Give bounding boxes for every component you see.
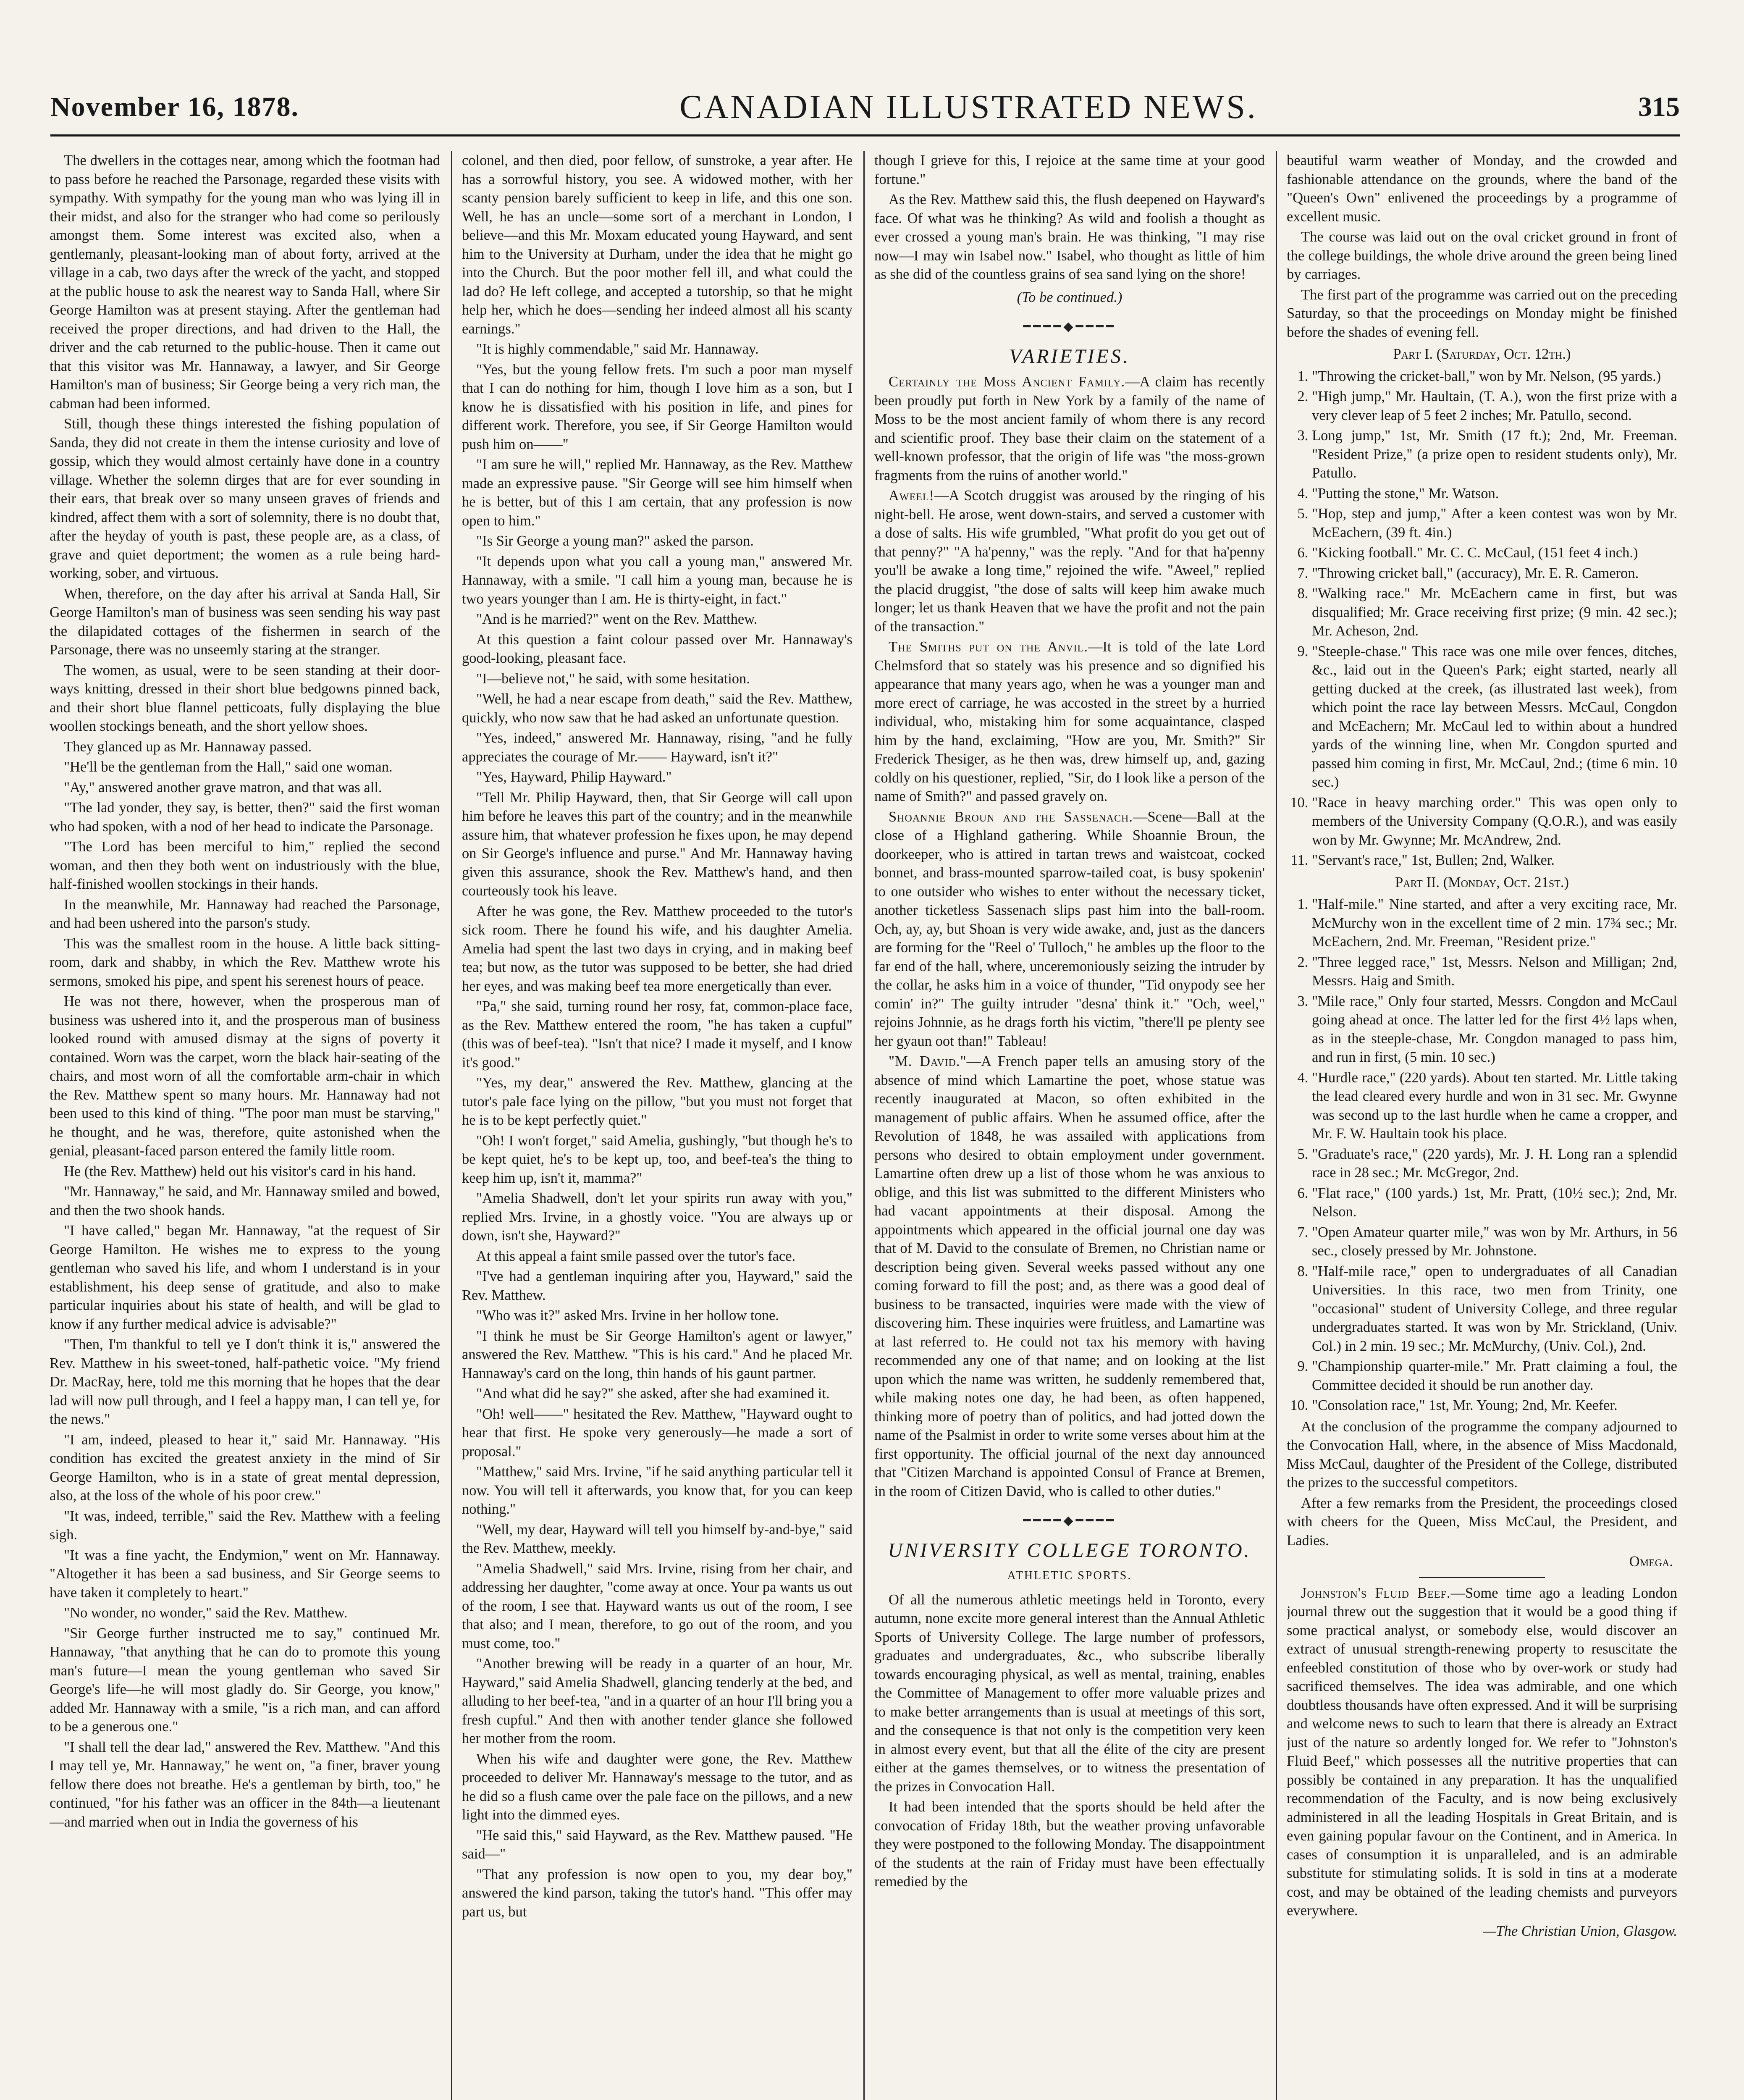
event-item: 3. Long jump," 1st, Mr. Smith (17 ft.); 2nd, Mr. Freeman. "Resident Prize," (a prize open to resident students only), Mr. Patullo. — [1312, 426, 1677, 483]
signature: Omega. — [1629, 1554, 1673, 1570]
paragraph: "Yes, but the young fellow frets. I'm such a poor man myself that I can do nothing for him, though I love him as a son, but I know he is dissatisfied with his position in life, and pines for different work. Therefore, you see, if Sir George Hamilton would push him on——" — [462, 361, 852, 452]
paragraph: colonel, and then died, poor fellow, of sunstroke, a year after. He has a sorrowful history, you see. A widowed mother, with her scanty pension barely sufficient to keep in life, and this one son. Well, he has an uncle—some sort of a merchant in London, I believe—and this Mr. Moxam educated young Hayward, and sent him to the University at Durham, under the idea that he might go into the Church. But the poor mother fell ill, and what could the lad do? He left college, and accepted a tutorship, so that he might help her, which he does—sending her indeed almost all his scanty earnings." — [462, 152, 852, 337]
issue-date: November 16, 1878. — [50, 92, 299, 122]
part-two-events — [1287, 895, 1677, 1415]
advertisement — [1287, 1584, 1677, 1920]
paragraph: "Pa," she said, turning round her rosy, fat, common-place face, as the Rev. Matthew entered the room, "he has taken a cupful" (this was of beef-tea). "Isn't that nice? I made it myself, and I know it's good." — [462, 998, 852, 1071]
paragraph: At this question a faint colour passed over Mr. Hannaway's good-looking, pleasant face. — [462, 631, 852, 666]
event-item: 6. "Flat race," (100 yards.) 1st, Mr. Pratt, (10½ sec.); 2nd, Mr. Nelson. — [1312, 1184, 1677, 1221]
paragraph: "Yes, Hayward, Philip Hayward." — [476, 769, 672, 785]
paragraph: After a few remarks from the President, the proceedings closed with cheers for the Queen, Miss McCaul, the President, and Ladies. — [1287, 1495, 1677, 1549]
column-1 — [50, 151, 440, 2100]
ornamental-separator: ━━━━◆━━━━ — [1023, 320, 1116, 333]
variety-item — [874, 808, 1265, 1051]
event-item: 6. "Kicking football." Mr. C. C. McCaul, (151 feet 4 inch.) — [1312, 543, 1677, 562]
paragraph: "Tell Mr. Philip Hayward, then, that Sir George will call upon him before he leaves this part of the country; and in the meanwhile assure him, that whatever profession he fixes upon, he may depend on Sir George's influence and purse." And Mr. Hannaway having given this assurance, shook the Rev. Matthew's hand, and then courteously took his leave. — [462, 789, 852, 899]
paragraph: "I've had a gentleman inquiring after you, Hayward," said the Rev. Matthew. — [462, 1268, 852, 1303]
variety-item — [874, 1052, 1265, 1501]
part-one-events — [1287, 367, 1677, 870]
paragraph: "I shall tell the dear lad," answered the Rev. Matthew. "And this I may tell ye, Mr. Hannaway," he went on, "a finer, braver young fellow there does not breathe. He's a gentleman by birth, too," he continued, "for his father was an officer in the 84th—a lieutenant—and married when out in India the governess of his — [50, 1739, 440, 1830]
paragraph: He (the Rev. Matthew) held out his visitor's card in his hand. — [64, 1163, 416, 1179]
event-item: 5. "Hop, step and jump," After a keen contest was won by Mr. McEachern, (39 ft. 4in.) — [1312, 504, 1677, 542]
paragraph: It had been intended that the sports should be held after the convocation of Friday 18th, but the weather proving unfavorable they were postponed to the following Monday. The disappointment of the students at the rain of Friday must have been effectually remedied by the — [874, 1799, 1265, 1890]
paragraph: "I am sure he will," replied Mr. Hannaway, as the Rev. Matthew made an expressive pause. "Sir George will see him himself when he is better, but of this I am certain, that any profession is now open to him." — [462, 457, 852, 529]
paragraph: though I grieve for this, I rejoice at the same time at your good fortune." — [874, 152, 1265, 187]
masthead — [50, 80, 1680, 136]
event-item: 5. "Graduate's race," (220 yards), Mr. J. H. Long ran a splendid race in 28 sec.; Mr. McGregor, 2nd. — [1312, 1145, 1677, 1182]
event-item: 9. "Championship quarter-mile." Mr. Pratt claiming a foul, the Committee decided it should be run another day. — [1312, 1357, 1677, 1394]
paragraph: "Matthew," said Mrs. Irvine, "if he said anything particular tell it now. You will tell it afterwards, you know that, for you can keep nothing." — [462, 1464, 852, 1517]
paragraph: "I have called," began Mr. Hannaway, "at the request of Sir George Hamilton. He wishes me to express to the young gentleman who saved his life, and whom I understand is in your establishment, his deep sense of gratitude, and also to make particular inquiries about his state of health, and will be glad to know if any further medical advice is advisable?" — [50, 1223, 440, 1332]
variety-text: —A claim has recently been proudly put forth in New York by a family of the name of Moss to be the most ancient family of whom there is any record and scientific proof. They base their claim on the statement of a well-known professor, that the origin of life was "the moss-grown fragments from the ruins of another world." — [874, 374, 1265, 483]
advertisement-heading: Johnston's Fluid Beef. — [1301, 1585, 1451, 1601]
event-item: 4. "Putting the stone," Mr. Watson. — [1312, 484, 1677, 503]
paragraph: When his wife and daughter were gone, the Rev. Matthew proceeded to deliver Mr. Hannaway's message to the tutor, and as he did so a flush came over the pale face on the pillows, and a new light into the dimmed eyes. — [462, 1751, 852, 1823]
paragraph: "And what did he say?" she asked, after she had examined it. — [476, 1386, 830, 1402]
event-item: 10. "Consolation race," 1st, Mr. Young; 2nd, Mr. Keefer. — [1312, 1396, 1677, 1415]
paragraph: The course was laid out on the oval cricket ground in front of the college buildings, the whole drive around the green being lined by carriages. — [1287, 229, 1677, 282]
paragraph: He was not there, however, when the prosperous man of business was ushered into it, and the prosperous man of business looked round with amused dismay at the signs of poverty it contained. Worn was the carpet, worn the black hair-seating of the chairs, and most worn of all the comfortable arm-chair in which the Rev. Matthew spent so many hours. Mr. Hannaway had not been used to this kind of thing. "The poor man must be starving," he thought, and he was, therefore, quite astonished when the genial, pleasant-faced parson entered the family little room. — [50, 993, 440, 1159]
paragraph: The dwellers in the cottages near, among which the footman had to pass before he reached the Parsonage, regarded these visits with sympathy. With sympathy for the young man who was lying ill in their midst, and also for the stranger who had come so perilously amongst them. Some interest was excited also, when a gentlemanly, pleasant-looking man of about forty, arrived at the village in a cab, two days after the wreck of the yacht, and stopped at the public house to ask the nearest way to Sanda Hall, where Sir George Hamilton was at present staying. After the gentleman had received the proper directions, and had driven to the Hall, the driver and the cab returned to the public-house. Then it came out that this visitor was Mr. Hannaway, a lawyer, and Sir George Hamilton's man of business; Sir George being a very rich man, the cabman had been informed. — [50, 152, 440, 412]
variety-text: —A Scotch druggist was aroused by the ringing of his night-bell. He arose, went down-stairs, and served a customer with a dose of salts. His wife grumbled, "What profit do you get out of that penny?" "A ha'penny," was the reply. "And for that ha'penny you'll be awake a long time," rejoined the wife. "Aweel," replied the placid druggist, "the dose of salts will keep him awake much longer; let us thank Heaven that we have the profit and not the pain of the transaction." — [874, 488, 1265, 635]
paragraph: At the conclusion of the programme the company adjourned to the Convocation Hall, where, in the absence of Miss Macdonald, Miss McCaul, daughter of the President of the College, distributed the prizes to the successful competitors. — [1287, 1418, 1677, 1491]
athletic-sports-subheading: ATHLETIC SPORTS. — [1007, 1569, 1132, 1582]
paragraph: Still, though these things interested the fishing population of Sanda, they did not create in them the intense curiosity and love of gossip, which they would almost certainly have done in a country village. Whether the solemn dirges that are for ever sounding in their ears, that break over so many unseen graves of friends and kindred, affect them with a sort of solemnity, there is no doubt that, after the heyday of youth is past, these people are, as a class, of grave and quiet deportment; the women as a rule being hard-working, sober, and virtuous. — [50, 416, 440, 581]
paragraph: "Well, he had a near escape from death," said the Rev. Matthew, quickly, who now saw that he had asked an unfortunate question. — [462, 691, 852, 726]
paragraph: "It depends upon what you call a young man," answered Mr. Hannaway, with a smile. "I call him a young man, because he is two years younger than I am. He is thirty-eight, in fact." — [462, 553, 852, 607]
column-2 — [462, 151, 852, 2100]
paragraph: "Who was it?" asked Mrs. Irvine in her hollow tone. — [476, 1307, 779, 1323]
column-rule — [863, 151, 865, 2100]
variety-item — [874, 373, 1265, 485]
paragraph: In the meanwhile, Mr. Hannaway had reached the Parsonage, and had been ushered into the parson's study. — [50, 896, 440, 931]
page-number: 315 — [1638, 92, 1680, 122]
variety-heading: Certainly the Moss Ancient Family. — [889, 374, 1125, 390]
paragraph: After he was gone, the Rev. Matthew proceeded to the tutor's sick room. There he found his wife, and his daughter Amelia. Amelia had spent the last two days in crying, and in making beef tea; but now, as the tutor was supposed to be better, she had dried her eyes, and was making beef tea more energetically than ever. — [462, 903, 852, 994]
paragraph: "Ay," answered another grave matron, and that was all. — [64, 779, 382, 795]
event-item: 11. "Servant's race," 1st, Bullen; 2nd, Walker. — [1312, 851, 1677, 870]
paragraph: "The Lord has been merciful to him," replied the second woman, and then they both went on industriously with the blue, half-finished woollen stockings in their hands. — [50, 839, 440, 892]
columns — [50, 151, 1683, 2100]
paragraph: "Sir George further instructed me to say," continued Mr. Hannaway, "that anything that he can do to promote this young man's future—I mean the young gentleman who saved Sir George's life—he will most gladly do. Sir George, you know," added Mr. Hannaway with a smile, "is a rich man, and can afford to be a generous one." — [50, 1625, 440, 1735]
paragraph: "Amelia Shadwell," said Mrs. Irvine, rising from her chair, and addressing her daughter, "come away at once. Your pa wants us out of the room, I see that. Hayward wants us out of the room, I see that also; and I mean, therefore, to go out of the room, and you must come, too." — [462, 1560, 852, 1651]
newspaper-title: CANADIAN ILLUSTRATED NEWS. — [679, 88, 1258, 126]
paragraph: "Oh! I won't forget," said Amelia, gushingly, "but though he's to be kept quiet, he's to be kept up, too, and beef-tea's the thing to keep him up, isn't it, mamma?" — [462, 1132, 852, 1186]
paragraph: "I am, indeed, pleased to hear it," said Mr. Hannaway. "His condition has excited the greatest anxiety in the mind of Sir George Hamilton, who is in a state of great mental depression, also, at the loss of the whole of his poor crew." — [50, 1431, 440, 1504]
event-item: 7. "Throwing cricket ball," (accuracy), Mr. E. R. Cameron. — [1312, 564, 1677, 583]
event-item: 8. "Walking race." Mr. McEachern came in first, but was disqualified; Mr. Grace receiving first prize; (9 min. 42 sec.); Mr. Acheson, 2nd. — [1312, 584, 1677, 640]
paragraph: "Mr. Hannaway," he said, and Mr. Hannaway smiled and bowed, and then the two shook hands. — [50, 1184, 440, 1218]
paragraph: The women, as usual, were to be seen standing at their door-ways knitting, dressed in their short blue bedgowns pinned back, and their short blue flannel petticoats, fully displaying the blue woollen stockings beneath, and the short yellow shoes. — [50, 662, 440, 734]
event-item: 3. "Mile race," Only four started, Messrs. Congdon and McCaul going ahead at once. The latter led for the first 4½ laps when, as in the steeple-chase, Mr. Congdon managed to pass him, and run in first, (5 min. 10 sec.) — [1312, 992, 1677, 1067]
part-two-heading: Part II. (Monday, Oct. 21st.) — [1395, 874, 1569, 890]
paragraph: "I think he must be Sir George Hamilton's agent or lawyer," answered the Rev. Matthew. "This is his card." And he placed Mr. Hannaway's card on the long, thin hands of his gaunt partner. — [462, 1328, 852, 1381]
column-3 — [874, 151, 1265, 2100]
paragraph: When, therefore, on the day after his arrival at Sanda Hall, Sir George Hamilton's man of business was seen sending his way past the dilapidated cottages of the fishermen in search of the Parsonage, there was no unseemly staring at the stranger. — [50, 585, 440, 658]
paragraph: "It is highly commendable," said Mr. Hannaway. — [476, 341, 759, 357]
paragraph: At this appeal a faint smile passed over the tutor's face. — [476, 1248, 796, 1264]
paragraph: "Yes, my dear," answered the Rev. Matthew, glancing at the tutor's pale face lying on the pillow, "but you must not forget that he is to be kept perfectly quiet." — [462, 1075, 852, 1128]
paragraph: beautiful warm weather of Monday, and the crowded and fashionable attendance on the grounds, where the band of the "Queen's Own" enlivened the proceedings by a programme of excellent music. — [1287, 152, 1677, 225]
paragraph: "Another brewing will be ready in a quarter of an hour, Mr. Hayward," said Amelia Shadwell, glancing tenderly at the bed, and alluding to her beef-tea, "and in a quarter of an hour I'll bring you a fresh cupful." And then with another tender glance she followed her mother from the room. — [462, 1656, 852, 1746]
variety-text: —It is told of the late Lord Chelmsford that so stately was his presence and so dignified his appearance that many years ago, when he was a younger man and more erect of carriage, he was accosted in the street by a hurried individual, who, mistaking him for some acquaintance, clasped him by the hand, exclaiming, "How are you, Mr. Smith?" Sir Frederick Thesiger, as he then was, drew himself up, and, gazing coldly on his questioner, replied, "Sir, do I look like a person of the name of Smith?" and passed gravely on. — [874, 639, 1265, 804]
advertisement-text: —Some time ago a leading London journal threw out the suggestion that it would be a good thing if some practical analyst, or somebody else, would discover an extract of unusual strength-renewing property to resuscitate the enfeebled constitution of those who by over-work or study had sacrificed themselves. The idea was admirable, and one which doubtless thousands have often expressed. And it will be surprising and welcome news to such to learn that there is already an Extract just of the nature so ardently longed for. We refer to "Johnston's Fluid Beef," which possesses all the nutritive properties that can possibly be contained in any preparation. It has the unqualified recommendation of the Faculty, and is now being exclusively administered in all the leading Hospitals in Great Britain, and is even gaining popular favour on the Continent, and in America. In cases of consumption it is unparalleled, and is an admirable substitute for stimulating solids. It is sold in tins at a moderate cost, and may be obtained of the leading chemists and purveyors everywhere. — [1287, 1585, 1677, 1919]
column-rule — [451, 151, 452, 2100]
paragraph: "The lad yonder, they say, is better, then?" said the first woman who had spoken, with a nod of her head to indicate the Parsonage. — [50, 800, 440, 835]
event-item: 1. "Half-mile." Nine started, and after a very exciting race, Mr. McMurchy won in the excellent time of 2 min. 17¾ sec.; Mr. McEachern, 2nd. Mr. Freeman, "Resident prize." — [1312, 895, 1677, 951]
variety-item — [874, 638, 1265, 806]
paragraph: "He'll be the gentleman from the Hall," said one woman. — [64, 759, 393, 775]
part-one-heading: Part I. (Saturday, Oct. 12th.) — [1393, 346, 1571, 362]
paragraph: "Is Sir George a young man?" asked the parson. — [476, 533, 754, 549]
paragraph: As the Rev. Matthew said this, the flush deepened on Hayward's face. Of what was he thinking? As wild and foolish a thought as ever crossed a young man's brain. He was thinking, "I may rise now—I may win Isabel now." Isabel, who thought as little of him as she did of the countless grains of sea sand lying on the shore! — [874, 192, 1265, 282]
variety-text: —A French paper tells an amusing story of the absence of mind which Lamartine the poet, whose statue was recently inaugurated at Macon, so often exhibited in the management of public affairs. When he assumed office, after the Revolution of 1848, he was assailed with applications from persons who desired to obtain employment under government. Lamartine often drew up a list of those whom he was anxious to oblige, and this list was submitted to the different Ministers who had vacant appointments at their disposal. Among the appointments which appeared in the official journal one day was that of M. David to the consulate of Bremen, no Christian name or description being given. Several weeks passed without any one coming forward to fill the post; and, as there was a good deal of business to be transacted, inquiries were made with the view of discovering him. These inquiries were fruitless, and Lamartine was at last referred to. He could not tax his memory with having recommended any one of that name; and on looking at the list upon which the name was written, he suddenly remembered that, while making notes one day, he had been, as often happened, thinking more of poetry than of politics, and had jotted down the name of the Psalmist in order to write some verses about him at the first opportunity. The official journal of the next day announced that "Citizen Marchand is appointed Consul of France at Bremen, in the room of Citizen David, who is called to other duties." — [874, 1053, 1265, 1499]
paragraph: "It was, indeed, terrible," said the Rev. Matthew with a feeling sigh. — [50, 1508, 440, 1543]
variety-heading: Aweel! — [889, 488, 935, 504]
variety-heading: Shoannie Broun and the Sassenach. — [889, 808, 1133, 825]
paragraph: "He said this," said Hayward, as the Rev. Matthew paused. "He said—" — [462, 1827, 852, 1862]
paragraph: "Then, I'm thankful to tell ye I don't think it is," answered the Rev. Matthew in his sweet-toned, half-pathetic voice. "My friend Dr. MacRay, here, told me this morning that he hopes that the dear lad will now pull through, and I feel a happy man, I can tell ye, for the news." — [50, 1336, 440, 1427]
event-item: 2. "Three legged race," 1st, Messrs. Nelson and Milligan; 2nd, Messrs. Haig and Smith. — [1312, 953, 1677, 990]
paragraph: Of all the numerous athletic meetings held in Toronto, every autumn, none excite more general interest than the Annual Athletic Sports of University College. The large number of professors, graduates and undergraduates, &c., who subscribe liberally towards encouraging physical, as well as mental, training, enables the Committee of Management to offer more valuable prizes and to make better arrangements than is usual at meetings of this sort, and the consequence is that not only is the competition very keen in almost every event, but that all the élite of the city are present either at the games themselves, or to witness the presentation of the prizes in Convocation Hall. — [874, 1591, 1265, 1795]
paragraph: The first part of the programme was carried out on the preceding Saturday, so that the proceedings on Monday might be finished before the shades of evening fell. — [1287, 286, 1677, 340]
paragraph: They glanced up as Mr. Hannaway passed. — [64, 738, 312, 755]
paragraph: This was the smallest room in the house. A little back sitting-room, dark and shabby, in which the Rev. Matthew wrote his sermons, smoked his pipe, and spent his serenest hours of peace. — [50, 935, 440, 989]
variety-text: —Scene—Ball at the close of a Highland gathering. While Shoannie Broun, the doorkeeper, who is attired in tartan trews and waistcoat, cocked bonnet, and brass-mounted sparrow-tailed coat, is busy spokenin' to one outsider who wishes to enter without the necessary ticket, another ticketless Sassenach slips past him into the ball-room. Och, ay, ay, but Shoan is very wide awake, and, just as the dancers are forming for the "Reel o' Tulloch," he ambles up the floor to the far end of the hall, where, unceremoniously seizing the intruder by the collar, he asks him in a voice of thunder, "Tid onypody see her comin' in?" The guilty intruder "desna' think it." "Och, weel," rejoins Johnnie, as he drags forth his victim, "there'll pe plenty see her gyaun oot than!" Tableau! — [874, 808, 1265, 1049]
paragraph: "And is he married?" went on the Rev. Matthew. — [476, 611, 758, 627]
event-item: 4. "Hurdle race," (220 yards). About ten started. Mr. Little taking the lead cleared every hurdle and won in 31 sec. Mr. Gwynne was second up to the last hurdle when he came a cropper, and Mr. F. W. Haultain took his place. — [1312, 1068, 1677, 1143]
paragraph: "Yes, indeed," answered Mr. Hannaway, rising, "and he fully appreciates the courage of Mr.—— Hayward, isn't it?" — [462, 730, 852, 765]
event-item: 9. "Steeple-chase." This race was one mile over fences, ditches, &c., laid out in the Queen's Park; eight started, nearly all getting ducked at the creek, (as illustrated last week), from which point the race lay between Messrs. McCaul, Congdon and McEachern; Mr. McCaul led to within about a hundred yards of the winning line, when Mr. Congdon spurted and passed him coming in first, Mr. McCaul, 2nd.; (time 6 min. 10 sec.) — [1312, 642, 1677, 792]
paragraph: "Amelia Shadwell, don't let your spirits run away with you," replied Mrs. Irvine, in a ghostly voice. "You are always up or down, isn't she, Hayward?" — [462, 1190, 852, 1244]
source-credit: —The Christian Union, Glasgow. — [1483, 1923, 1677, 1939]
event-item: 7. "Open Amateur quarter mile," was won by Mr. Arthurs, in 56 sec., closely pressed by Mr. Johnstone. — [1312, 1223, 1677, 1260]
event-item: 10. "Race in heavy marching order." This was open only to members of the University Company (Q.O.R.), and was easily won by Mr. Gwynne; Mr. McAndrew, 2nd. — [1312, 793, 1677, 850]
paragraph: "I—believe not," he said, with some hesitation. — [476, 670, 750, 687]
paragraph: "That any profession is now open to you, my dear boy," answered the kind parson, taking the tutor's hand. "This offer may part us, but — [462, 1866, 852, 1920]
paragraph: "No wonder, no wonder," said the Rev. Matthew. — [64, 1605, 348, 1621]
variety-heading: The Smiths put on the Anvil. — [889, 639, 1088, 655]
varieties-heading: VARIETIES. — [1009, 345, 1130, 368]
variety-item — [874, 486, 1265, 636]
paragraph: "Well, my dear, Hayward will tell you himself by-and-bye," said the Rev. Matthew, meekly. — [462, 1521, 852, 1556]
event-item: 2. "High jump," Mr. Haultain, (T. A.), won the first prize with a very clever leap of 5 feet 2 inches; Mr. Patullo, second. — [1312, 387, 1677, 425]
paragraph: "It was a fine yacht, the Endymion," went on Mr. Hannaway. "Altogether it has been a sad business, and Sir George seems to have taken it completely to heart." — [50, 1547, 440, 1601]
divider — [1419, 1577, 1545, 1578]
column-rule — [1276, 151, 1277, 2100]
paragraph: "Oh! well——" hesitated the Rev. Matthew, "Hayward ought to hear that first. He spoke very generously—he made a sort of proposal." — [462, 1406, 852, 1460]
variety-heading: "M. David." — [889, 1053, 967, 1069]
to-be-continued: (To be continued.) — [1017, 289, 1122, 305]
ornamental-separator: ━━━━◆━━━━ — [1023, 1514, 1116, 1528]
event-item: 1. "Throwing the cricket-ball," won by Mr. Nelson, (95 yards.) — [1312, 367, 1677, 386]
university-college-heading: UNIVERSITY COLLEGE TORONTO. — [888, 1539, 1251, 1562]
event-item: 8. "Half-mile race," open to undergraduates of all Canadian Universities. In this race, two men from Trinity, one "occasional" student of University College, and three regular undergraduates started. It was won by Mr. Strickland, (Univ. Col.) in 2 min. 19 sec.; Mr. McMurchy, (Univ. Col.), 2nd. — [1312, 1262, 1677, 1356]
column-4 — [1287, 151, 1677, 2100]
